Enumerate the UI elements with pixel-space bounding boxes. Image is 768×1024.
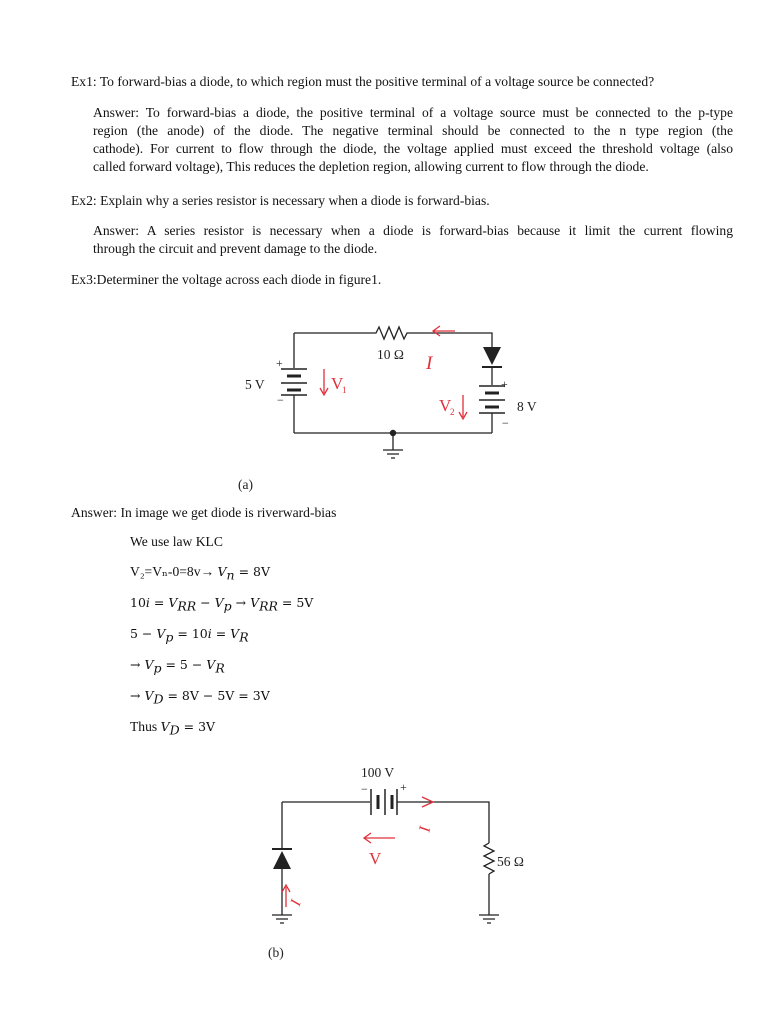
eq2-sub: RR bbox=[177, 598, 197, 614]
eq6-part: = 3V bbox=[179, 719, 216, 734]
eq4-part: = 5 − bbox=[161, 657, 207, 672]
eq5-part: V bbox=[144, 688, 154, 703]
eq4-part: → bbox=[130, 657, 145, 672]
eq5-part: → bbox=[130, 688, 145, 703]
solution-law: We use law KLC bbox=[130, 534, 223, 549]
eq2-part: V bbox=[250, 595, 260, 610]
eq2-sub: RR bbox=[259, 598, 278, 614]
hand-current-left-label: I bbox=[287, 898, 305, 909]
hand-arrow-current-a bbox=[433, 326, 455, 336]
eq6-part: V bbox=[160, 719, 170, 734]
circuit-figure-a bbox=[230, 305, 550, 500]
eq3-sub: p bbox=[165, 629, 174, 645]
ex1-answer-line-2: region (the anode) of the diode. The negative terminal should be connected to the n type region (the bbox=[93, 123, 733, 138]
hand-arrow-v1 bbox=[320, 369, 328, 395]
ex1-answer bbox=[93, 104, 733, 176]
hand-v2-subscript: 2 bbox=[450, 407, 455, 417]
ex1-answer-line-1: Answer: To forward-bias a diode, the positive terminal of a voltage source must be connected to the p-type bbox=[93, 105, 733, 120]
eq1-rest: = 8V bbox=[234, 564, 270, 579]
eq2-part: V bbox=[214, 595, 224, 610]
eq3-part: i bbox=[207, 626, 212, 641]
hand-v1-label: V bbox=[331, 374, 344, 393]
ex1-answer-line-4: called forward voltage), This reduces the depletion region, allowing current to flow through the diode. bbox=[93, 159, 649, 174]
eq6-sub: D bbox=[169, 722, 180, 738]
hand-voltage-label: V bbox=[369, 849, 382, 868]
equation-2 bbox=[130, 594, 313, 616]
eq2-part: i bbox=[145, 595, 150, 610]
eq1-var: V bbox=[217, 564, 227, 579]
ex2-answer-line-1: Answer: A series resistor is necessary when a diode is forward-bias because it limit the current flowing bbox=[93, 223, 733, 238]
minus-sign-right: − bbox=[502, 416, 509, 430]
battery-100v bbox=[371, 789, 397, 815]
battery-5v bbox=[281, 369, 307, 395]
plus-sign-left: + bbox=[276, 356, 283, 370]
resistor-label-b: 56 Ω bbox=[497, 854, 524, 869]
node-dot bbox=[390, 430, 396, 436]
ex2-question: Ex2: Explain why a series resistor is necessary when a diode is forward-bias. bbox=[71, 193, 490, 208]
eq3-part: = bbox=[211, 626, 231, 641]
eq3-part: V bbox=[230, 626, 240, 641]
hand-arrow-voltage bbox=[364, 833, 395, 843]
eq4-sub: p bbox=[153, 660, 162, 676]
resistor-label-a: 10 Ω bbox=[377, 347, 404, 362]
eq2-part: 10 bbox=[130, 595, 146, 610]
hand-arrow-v2 bbox=[459, 395, 467, 419]
eq2-part: = 5V bbox=[277, 595, 314, 610]
ex1-question: Ex1: To forward-bias a diode, to which region must the positive terminal of a voltage source be connected? bbox=[71, 74, 655, 89]
eq2-part: V bbox=[168, 595, 178, 610]
hand-v1-subscript: 1 bbox=[342, 385, 347, 395]
eq1-text: V₂=Vₙ-0=8v→ bbox=[130, 564, 218, 579]
ex1-answer-line-3: cathode). For current to flow through the diode, the voltage applied must exceed the threshold voltage (also bbox=[93, 141, 733, 156]
eq5-sub: D bbox=[153, 691, 164, 707]
eq2-part: − bbox=[196, 595, 215, 610]
eq3-sub: R bbox=[239, 629, 249, 645]
figure-b-caption: (b) bbox=[268, 945, 284, 960]
eq4-sub: R bbox=[215, 660, 225, 676]
source-label-b: 100 V bbox=[361, 765, 395, 780]
diode-a bbox=[482, 347, 502, 367]
hand-current-label: I bbox=[426, 353, 433, 374]
eq3-part: V bbox=[156, 626, 166, 641]
ex2-answer-line-2: through the circuit and prevent damage to the diode. bbox=[93, 241, 378, 256]
equation-4 bbox=[130, 656, 225, 678]
diode-b bbox=[272, 849, 292, 869]
circuit-figure-b bbox=[225, 755, 545, 970]
eq2-part: = bbox=[149, 595, 169, 610]
equation-3 bbox=[130, 625, 249, 647]
ex2-answer bbox=[93, 222, 733, 258]
eq1-sub: n bbox=[226, 567, 235, 583]
plus-sign-right: + bbox=[501, 377, 508, 391]
hand-v2-label: V bbox=[439, 396, 452, 415]
eq4-part: V bbox=[206, 657, 216, 672]
plus-sign-b: + bbox=[400, 780, 407, 794]
eq6-part: Thus bbox=[130, 719, 161, 734]
ex3-question: Ex3:Determiner the voltage across each diode in figure1. bbox=[71, 272, 382, 287]
solution-intro: Answer: In image we get diode is riverward-bias bbox=[71, 505, 337, 520]
eq3-part: = 10 bbox=[173, 626, 208, 641]
source-left-label: 5 V bbox=[245, 377, 265, 392]
eq4-part: V bbox=[144, 657, 154, 672]
eq3-part: 5 − bbox=[130, 626, 157, 641]
minus-sign-left: − bbox=[277, 393, 284, 407]
eq2-part: → bbox=[231, 595, 251, 610]
eq2-sub: p bbox=[223, 598, 232, 614]
equation-5 bbox=[130, 687, 270, 709]
source-right-label: 8 V bbox=[517, 399, 537, 414]
hand-current-top-label: I bbox=[416, 825, 435, 834]
figure-a-caption: (a) bbox=[238, 477, 253, 492]
minus-sign-b: − bbox=[361, 782, 368, 796]
equation-1 bbox=[130, 563, 270, 585]
eq5-part: = 8V − 5V = 3V bbox=[163, 688, 270, 703]
equation-6 bbox=[130, 718, 215, 740]
